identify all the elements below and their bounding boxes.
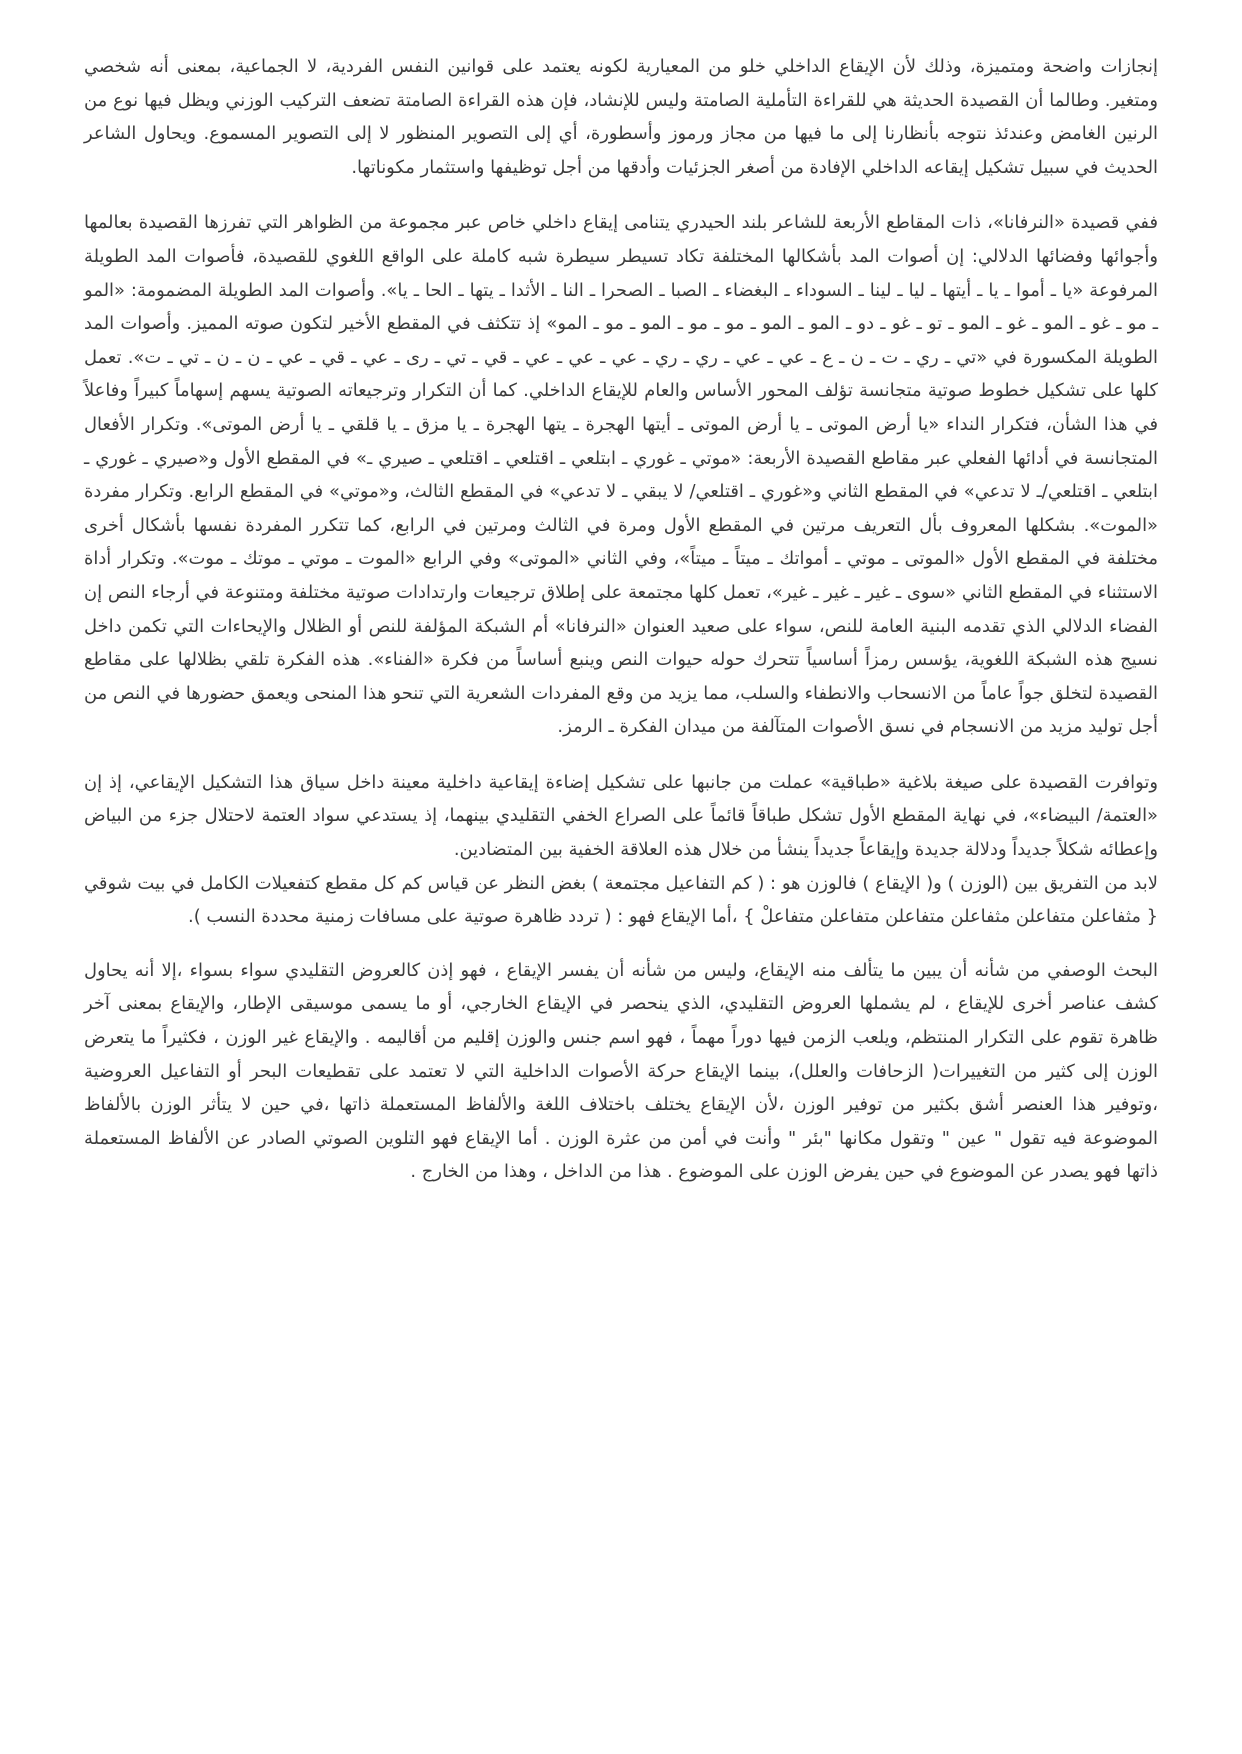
paragraph-internal-rhythm: إنجازات واضحة ومتميزة، وذلك لأن الإيقاع الداخلي خلو من المعيارية لكونه يعتمد على قوانين النفس الفردية، لا الجماعية، بمعنى أنه شخصي ومتغير. وطالما أن القصيدة الحديثة هي للقراءة التأملية الصامتة وليس للإنشاد، فإن هذه القراءة الصامتة تضعف التركيب الوزني ويظل فيها نوع من الرنين الغامض وعندئذ نتوجه بأنظارنا إلى ما فيها من مجاز ورموز وأسطورة، أي إلى التصوير المنظور لا إلى التصوير المسموع. ويحاول الشاعر الحديث في سبيل تشكيل إيقاعه الداخلي الإفادة من أصغر الجزئيات وأدقها من أجل توظيفها واستثمار مكوناتها. [84, 56, 1158, 178]
paragraph-meter-vs-rhythm: لابد من التفريق بين (الوزن ) و( الإيقاع ) فالوزن هو : ( كم التفاعيل مجتمعة ) بغض النظر عن قياس كم كل مقطع كتفعيلات الكامل في بيت شوقي { مثفاعلن متفاعلن مثفاعلن متفاعلن متفاعلن متفاعلْ } ،أما الإيقاع فهو : ( تردد ظاهرة صوتية على مسافات زمنية محددة النسب ). [84, 872, 1158, 928]
paragraph-nirvana-poem: ففي قصيدة «النرفانا»، ذات المقاطع الأربعة للشاعر بلند الحيدري يتنامى إيقاع داخلي خاص عبر مجموعة من الظواهر التي تفرزها القصيدة بعالمها وأجوائها وفضائها الدلالي: إن أصوات المد بأشكالها المختلفة تكاد تسيطر سيطرة شبه كاملة على الواقع اللغوي للقصيدة، فأصوات المد الطويلة المرفوعة «يا ـ أموا ـ يا ـ أيتها ـ ليا ـ لينا ـ السوداء ـ البغضاء ـ الصبا ـ الصحرا ـ النا ـ الأثدا ـ يتها ـ الحا ـ يا». وأصوات المد الطويلة المضمومة: «المو ـ مو ـ غو ـ المو ـ غو ـ المو ـ تو ـ غو ـ دو ـ المو ـ المو ـ مو ـ مو ـ المو ـ مو ـ المو» إذ تتكثف في المقطع الأخير لتكون صوته المميز. وأصوات المد الطويلة المكسورة في «تي ـ ري ـ ت ـ ن ـ ع ـ عي ـ عي ـ ري ـ ري ـ عي ـ عي ـ عي ـ قي ـ تي ـ رى ـ عي ـ قي ـ عي ـ ن ـ ن ـ تي ـ ت». تعمل كلها على تشكيل خطوط صوتية متجانسة تؤلف المحور الأساس والعام للإيقاع الداخلي. كما أن التكرار وترجيعاته الصوتية يسهم إسهاماً كبيراً وفاعلاً في هذا الشأن، فتكرار النداء «يا أرض الموتى ـ يا أرض الموتى ـ أيتها الهجرة ـ يتها الهجرة ـ يا مزق ـ يا قلقي ـ يا أرض الموتى». وتكرار الأفعال المتجانسة في أدائها الفعلي عبر مقاطع القصيدة الأربعة: «موتي ـ غوري ـ ابتلعي ـ اقتلعي ـ اقتلعي ـ صيري ـ» في المقطع الأول و«صيري ـ غوري ـ ابتلعي ـ اقتلعي/ـ لا تدعي» في المقطع الثاني و«غوري ـ اقتلعي/ لا يبقي ـ لا تدعي» في المقطع الثالث، و«موتي» في المقطع الرابع. وتكرار مفردة «الموت». بشكلها المعروف بأل التعريف مرتين في المقطع الأول ومرة في الثالث ومرتين في الرابع، كما تتكرر المفردة نفسها بأشكال أخرى مختلفة في المقطع الأول «الموتى ـ موتي ـ أمواتك ـ ميتاً ـ ميتاً»، وفي الثاني «الموتى» وفي الرابع «الموت ـ موتي ـ موتك ـ موت». وتكرار أداة الاستثناء في المقطع الثاني «سوى ـ غير ـ غير ـ غير»، تعمل كلها مجتمعة على إطلاق ترجيعات وارتدادات صوتية مختلفة ومتنوعة في أرجاء النص إن الفضاء الدلالي الذي تقدمه البنية العامة للنص، سواء على صعيد العنوان «النرفانا» أم الشبكة المؤلفة للنص أو الظلال والإيحاءات التي تكمن داخل نسيج هذه الشبكة اللغوية، يؤسس رمزاً أساسياً تتحرك حوله حيوات النص وينبع أساساً من فكرة «الفناء». هذه الفكرة تلقي بظلالها على مقاطع القصيدة لتخلق جواً عاماً من الانسحاب والانطفاء والسلب، مما يزيد من وقع المفردات الشعرية التي تنحو هذا المنحى ويعمق حضورها في النص من أجل توليد مزيد من الانسجام في نسق الأصوات المتآلفة من ميدان الفكرة ـ الرمز. [84, 212, 1158, 738]
paragraph-antithesis: وتوافرت القصيدة على صيغة بلاغية «طباقية» عملت من جانبها على تشكيل إضاءة إيقاعية داخلية معينة داخل سياق هذا التشكيل الإيقاعي، إذ إن «العتمة/ البيضاء»، في نهاية المقطع الأول تشكل طباقاً قائماً على الصراع الخفي التقليدي بينهما، إذ يستدعي سواد العتمة لاحتلال جزء من البياض وإعطائه شكلاً جديداً ودلالة جديدة وإيقاعاً جديداً ينشأ من خلال هذه العلاقة الخفية بين المتضادين. [84, 771, 1158, 861]
article-body [84, 50, 1158, 1189]
paragraph-descriptive-research: البحث الوصفي من شأنه أن يبين ما يتألف منه الإيقاع، وليس من شأنه أن يفسر الإيقاع ، فهو إذن كالعروض التقليدي سواء بسواء ،إلا أنه يحاول كشف عناصر أخرى للإيقاع ، لم يشملها العروض التقليدي، الذي ينحصر في الإيقاع الخارجي، أو ما يسمى موسيقى الإطار، والإيقاع بمعنى آخر ظاهرة تقوم على التكرار المنتظم، ويلعب الزمن فيها دوراً مهماً ، فهو اسم جنس والوزن إقليم من أقاليمه . والإيقاع غير الوزن ، فكثيراً ما يتعرض الوزن إلى كثير من التغييرات( الزحافات والعلل)، بينما الإيقاع حركة الأصوات الداخلية التي لا تعتمد على تقطيعات البحر أو التفاعيل العروضية ،وتوفير هذا العنصر أشق بكثير من توفير الوزن ،لأن الإيقاع يختلف باختلاف اللغة والألفاظ المستعملة ذاتها ،في حين لا يتأثر الوزن بالألفاظ الموضوعة فيه تقول " عين " وتقول مكانها "بئر " وأنت في أمن من عثرة الوزن . أما الإيقاع فهو التلوين الصوتي الصادر عن الألفاظ المستعملة ذاتها فهو يصدر عن الموضوع في حين يفرض الوزن على الموضوع . هذا من الداخل ، وهذا من الخارج . [84, 959, 1158, 1183]
